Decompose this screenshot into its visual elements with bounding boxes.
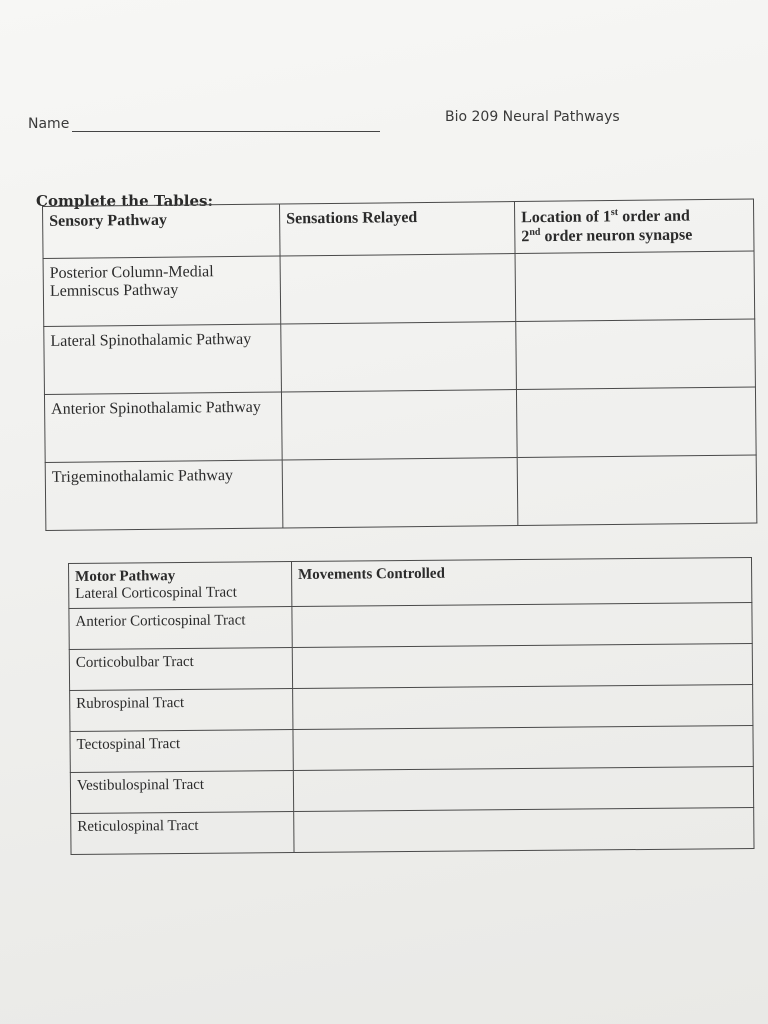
movements-blank-cell bbox=[293, 767, 753, 812]
table-row bbox=[69, 558, 752, 609]
synapse-location-header: Location of 1st order and 2nd order neuron synapse bbox=[514, 199, 754, 253]
motor-pathway-name: Corticobulbar Tract bbox=[69, 648, 292, 691]
movements-controlled-header: Movements Controlled bbox=[291, 558, 751, 607]
course-title: Bio 209 Neural Pathways bbox=[445, 109, 620, 125]
motor-pathway-name: Anterior Corticospinal Tract bbox=[69, 607, 292, 650]
instructions-heading: Complete the Tables: bbox=[36, 192, 213, 210]
motor-pathway-table bbox=[68, 557, 755, 855]
table-row bbox=[69, 603, 752, 650]
sensations-blank-cell bbox=[282, 457, 518, 527]
motor-pathway-first-cell bbox=[69, 562, 292, 609]
table-row bbox=[70, 726, 753, 773]
name-blank-line bbox=[72, 131, 380, 132]
sensations-relayed-header: Sensations Relayed bbox=[279, 202, 515, 256]
motor-pathway-name: Vestibulospinal Tract bbox=[70, 771, 293, 814]
table-row bbox=[45, 455, 757, 530]
synapse-blank-cell bbox=[517, 455, 757, 525]
table-row bbox=[44, 387, 756, 462]
movements-blank-cell bbox=[294, 808, 754, 853]
synapse-blank-cell bbox=[515, 251, 755, 321]
sensory-pathway-name: Anterior Spinothalamic Pathway bbox=[44, 392, 282, 462]
sensations-blank-cell bbox=[281, 389, 517, 459]
synapse-blank-cell bbox=[516, 319, 756, 389]
sensations-blank-cell bbox=[281, 321, 517, 391]
table-row bbox=[71, 808, 754, 855]
table-row bbox=[70, 685, 753, 732]
motor-pathway-name: Tectospinal Tract bbox=[70, 730, 293, 773]
table-row bbox=[44, 319, 756, 394]
movements-blank-cell bbox=[293, 685, 753, 730]
movements-blank-cell bbox=[292, 603, 752, 648]
motor-pathway-header: Motor Pathway bbox=[75, 568, 176, 585]
motor-pathway-name: Rubrospinal Tract bbox=[70, 689, 293, 732]
table-row bbox=[69, 644, 752, 691]
sensory-pathway-name: Trigeminothalamic Pathway bbox=[45, 460, 283, 530]
sensations-blank-cell bbox=[280, 253, 516, 323]
movements-blank-cell bbox=[292, 644, 752, 689]
sensory-pathway-name: Posterior Column-Medial Lemniscus Pathway bbox=[43, 256, 281, 326]
table-row bbox=[70, 767, 753, 814]
movements-blank-cell bbox=[293, 726, 753, 771]
motor-pathway-name: Lateral Corticospinal Tract bbox=[75, 584, 237, 602]
sensory-pathway-name: Lateral Spinothalamic Pathway bbox=[44, 324, 282, 394]
motor-pathway-name: Reticulospinal Tract bbox=[71, 812, 294, 855]
sensory-pathway-header: Sensory Pathway bbox=[43, 204, 281, 258]
synapse-blank-cell bbox=[516, 387, 756, 457]
sensory-pathway-table bbox=[42, 199, 757, 531]
name-label: Name bbox=[28, 116, 70, 132]
table-row bbox=[43, 251, 755, 326]
